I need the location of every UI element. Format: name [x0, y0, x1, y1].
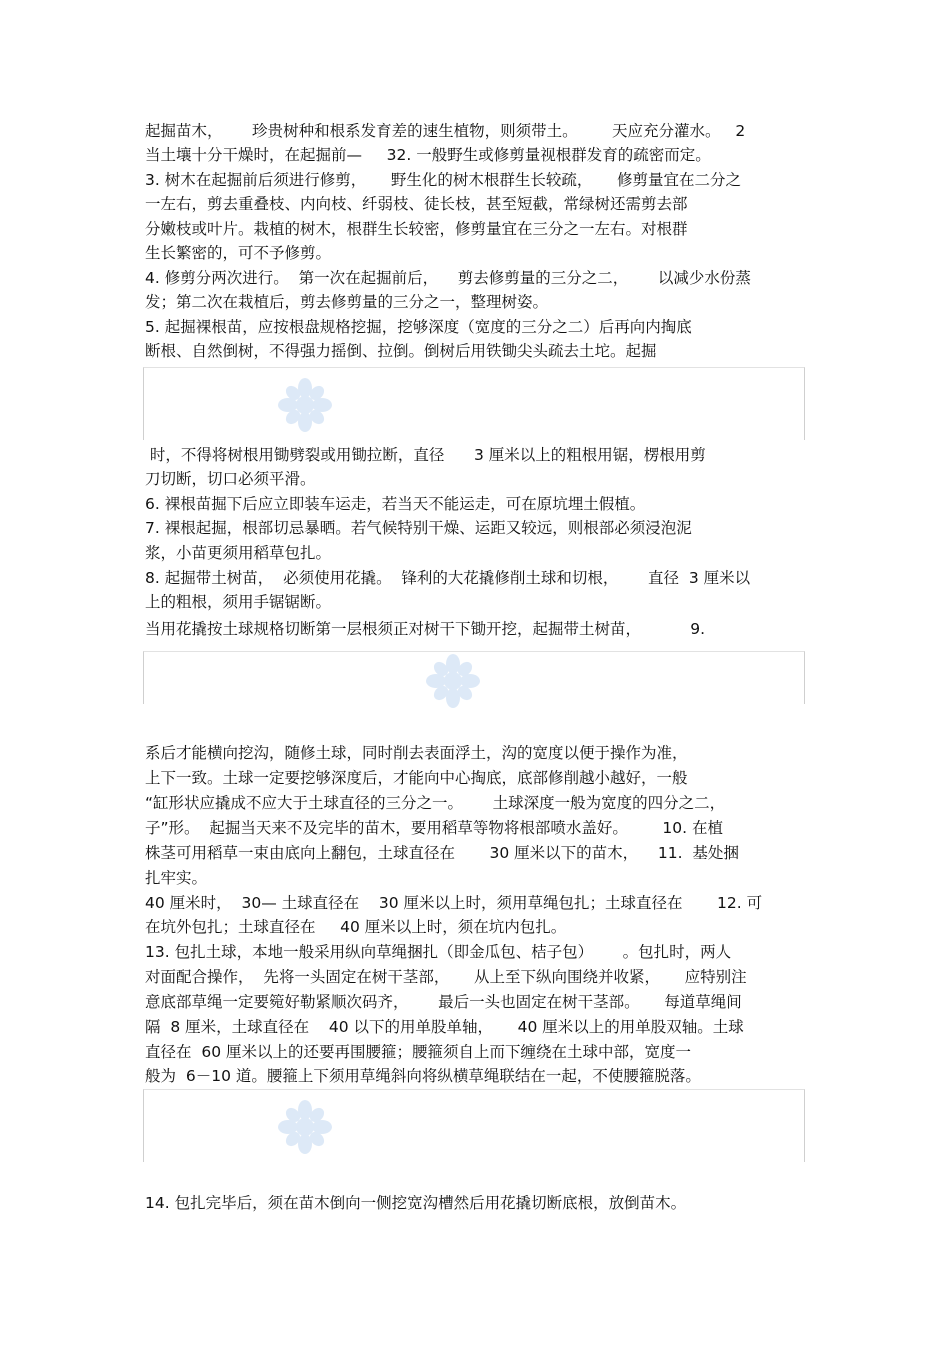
text-line: 对面配合操作， 先将一头固定在树干茎部， 从上至下纵向围绕并收紧， 应特别注: [145, 968, 747, 986]
text-line: 当用花撬按土球规格切断第一层根须正对树干下锄开挖，起掘带土树苗， 9.: [145, 620, 706, 638]
text-line: 7. 裸根起掘，根部切忌暴晒。若气候特别干燥、运距又较远，则根部必须浸泡泥: [145, 519, 692, 537]
text-line: 扎牢实。: [145, 869, 208, 887]
text-line: 上下一致。土球一定要挖够深度后，才能向中心掏底，底部修削越小越好，一般: [145, 769, 688, 787]
blank-frame: [143, 1089, 805, 1162]
text-line: 发；第二次在栽植后，剪去修剪量的三分之一，整理树姿。: [145, 293, 549, 311]
text-line: 株茎可用稻草一束由底向上翻包，土球直径在 30 厘米以下的苗木， 11. 基处捆: [145, 844, 739, 862]
text-line: 上的粗根，须用手锯锯断。: [145, 593, 332, 611]
text-line: 断根、自然倒树，不得强力摇倒、拉倒。倒树后用铁锄尖头疏去土坨。起掘: [145, 342, 657, 360]
text-line: 生长繁密的，可不予修剪。: [145, 244, 332, 262]
text-line: 般为 6－10 道。腰箍上下须用草绳斜向将纵横草绳联结在一起，不使腰箍脱落。: [145, 1067, 701, 1085]
flower-watermark-icon: [278, 378, 332, 432]
text-line: 3. 树木在起掘前后须进行修剪， 野生化的树木根群生长较疏， 修剪量宜在二分之: [145, 171, 741, 189]
text-line: 13. 包扎土球，本地一般采用纵向草绳捆扎（即金瓜包、桔子包） 。包扎时，两人: [145, 943, 732, 961]
text-line: 浆，小苗更须用稻草包扎。: [145, 544, 332, 562]
text-line: 在坑外包扎；土球直径在 40 厘米以上时，须在坑内包扎。: [145, 918, 567, 936]
blank-frame: [143, 651, 805, 704]
text-line: 系后才能横向挖沟，随修土球，同时削去表面浮土，沟的宽度以便于操作为准，: [145, 744, 688, 762]
text-line: 直径在 60 厘米以上的还要再围腰箍；腰箍须自上而下缠绕在土球中部，宽度一: [145, 1043, 692, 1061]
flower-watermark-icon: [426, 654, 480, 708]
text-line: 8. 起掘带土树苗， 必须使用花撬。 锋利的大花撬修削土球和切根， 直径 3 厘米以: [145, 569, 751, 587]
text-line: 分嫩枝或叶片。栽植的树木，根群生长较密，修剪量宜在三分之一左右。对根群: [145, 220, 688, 238]
blank-frame: [143, 367, 805, 440]
text-line: 刀切断，切口必须平滑。: [145, 470, 316, 488]
text-line: 子”形。 起掘当天来不及完毕的苗木，要用稻草等物将根部喷水盖好。 10. 在植: [145, 819, 723, 837]
text-line: 14. 包扎完毕后，须在苗木倒向一侧挖宽沟槽然后用花撬切断底根，放倒苗木。: [145, 1194, 687, 1212]
text-line: 一左右，剪去重叠枝、内向枝、纤弱枝、徒长枝，甚至短截，常绿树还需剪去部: [145, 195, 688, 213]
text-line: 4. 修剪分两次进行。 第一次在起掘前后， 剪去修剪量的三分之二， 以减少水份蒸: [145, 269, 751, 287]
text-line: 隔 8 厘米，土球直径在 40 以下的用单股单轴， 40 厘米以上的用单股双轴。土球: [145, 1018, 744, 1036]
text-line: 时，不得将树根用锄劈裂或用锄拉断，直径 3 厘米以上的粗根用锯，楞根用剪: [145, 446, 706, 464]
text-line: 5. 起掘裸根苗，应按根盘规格挖掘，挖够深度（宽度的三分之二）后再向内掏底: [145, 318, 692, 336]
text-line: 40 厘米时， 30— 土球直径在 30 厘米以上时，须用草绳包扎；土球直径在 12. 可: [145, 894, 763, 912]
text-line: 当土壤十分干燥时，在起掘前— 32. 一般野生或修剪量视根群发育的疏密而定。: [145, 146, 711, 164]
text-line: 6. 裸根苗掘下后应立即装车运走，若当天不能运走，可在原坑埋土假植。: [145, 495, 646, 513]
flower-watermark-icon: [278, 1100, 332, 1154]
text-line: 意底部草绳一定要箢好勒紧顺次码齐， 最后一头也固定在树干茎部。 每道草绳间: [145, 993, 742, 1011]
text-line: “缸形状应撬成不应大于土球直径的三分之一。 土球深度一般为宽度的四分之二，: [145, 794, 726, 812]
text-line: 起掘苗木， 珍贵树种和根系发育差的速生植物，则须带土。 天应充分灌水。 2: [145, 122, 746, 140]
